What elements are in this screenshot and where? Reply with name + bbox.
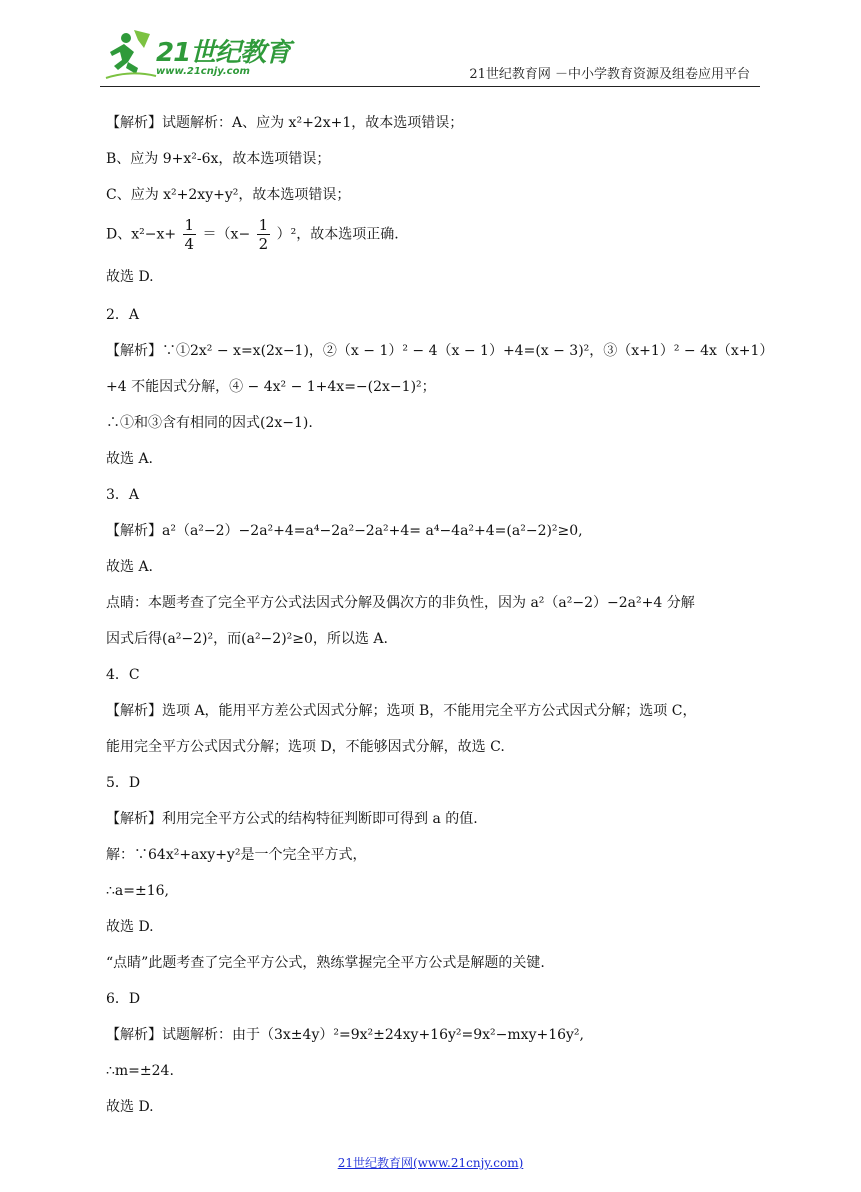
q5-line-4: 故选 D.	[106, 919, 154, 935]
q1-line-4-prefix: D、x²−x+	[106, 226, 177, 243]
q5-line-2: 解：∵64x²+axy+y²是一个完全平方式，	[106, 847, 367, 863]
fraction-denominator: 2	[258, 235, 269, 253]
q4-number: 4．C	[106, 667, 140, 683]
q3-line-3: 点睛：本题考查了完全平方公式法因式分解及偶次方的非负性，因为 a²（a²−2）−2a²+4 分解	[106, 595, 695, 611]
fraction-denominator: 4	[184, 235, 195, 253]
q2-line-1: 【解析】∵①2x² − x=x(2x−1)，②（x − 1）² − 4（x − 1）+4=(x − 3)²，③（x+1）² − 4x（x+1）	[106, 343, 774, 359]
logo-url: www.21cnjy.com	[156, 66, 250, 77]
q5-number: 5．D	[106, 775, 141, 791]
site-name: 21世纪教育网 －中小学教育资源及组卷应用平台	[469, 67, 750, 82]
q3-line-2: 故选 A.	[106, 559, 154, 575]
q2-line-3: ∴①和③含有相同的因式(2x−1).	[106, 415, 313, 431]
q4-line-1: 【解析】选项 A，能用平方差公式因式分解；选项 B，不能用完全平方公式因式分解；选项 C，	[106, 703, 697, 719]
q3-number: 3．A	[106, 487, 140, 503]
fraction-numerator: 1	[258, 216, 269, 234]
fraction-numerator: 1	[184, 216, 195, 234]
logo-text: 21世纪教育	[156, 38, 291, 68]
q5-line-1: 【解析】利用完全平方公式的结构特征判断即可得到 a 的值.	[106, 811, 478, 827]
q4-line-2: 能用完全平方公式因式分解；选项 D，不能够因式分解，故选 C.	[106, 739, 505, 755]
runner-logo-icon	[104, 26, 158, 82]
q2-line-4: 故选 A.	[106, 451, 154, 467]
q2-line-2: +4 不能因式分解，④ − 4x² − 1+4x=−(2x−1)²；	[106, 379, 436, 395]
q3-line-1: 【解析】a²（a²−2）−2a²+4=a⁴−2a²−2a²+4= a⁴−4a²+4=(a²−2)²≥0,	[106, 523, 583, 539]
q1-line-1: 【解析】试题解析：A、应为 x²+2x+1，故本选项错误；	[106, 115, 464, 131]
fraction-one-half	[257, 216, 271, 253]
q2-number: 2．A	[106, 307, 140, 323]
q6-number: 6．D	[106, 991, 141, 1007]
q1-line-4-mid: ＝（x−	[202, 226, 251, 243]
q6-line-3: 故选 D.	[106, 1099, 154, 1115]
fraction-one-quarter	[183, 216, 197, 253]
q1-line-2: B、应为 9+x²-6x，故本选项错误；	[106, 151, 331, 167]
q1-line-5: 故选 D.	[106, 269, 154, 285]
q1-line-4-suffix: ）²，故本选项正确.	[276, 226, 399, 243]
q5-line-5: “点睛”此题考查了完全平方公式，熟练掌握完全平方公式是解题的关键.	[106, 955, 545, 971]
page-header	[100, 22, 760, 87]
site-logo	[104, 26, 294, 82]
q6-line-2: ∴m=±24.	[106, 1063, 174, 1079]
q1-line-3: C、应为 x²+2xy+y²，故本选项错误；	[106, 187, 351, 203]
q3-line-4: 因式后得(a²−2)²，而(a²−2)²≥0，所以选 A.	[106, 631, 388, 647]
q1-line-4	[106, 216, 399, 253]
q6-line-1: 【解析】试题解析：由于（3x±4y）²=9x²±24xy+16y²=9x²−mxy+16y²,	[106, 1027, 584, 1043]
q5-line-3: ∴a=±16,	[106, 883, 169, 899]
footer-link[interactable]: 21世纪教育网(www.21cnjy.com)	[337, 1156, 524, 1170]
